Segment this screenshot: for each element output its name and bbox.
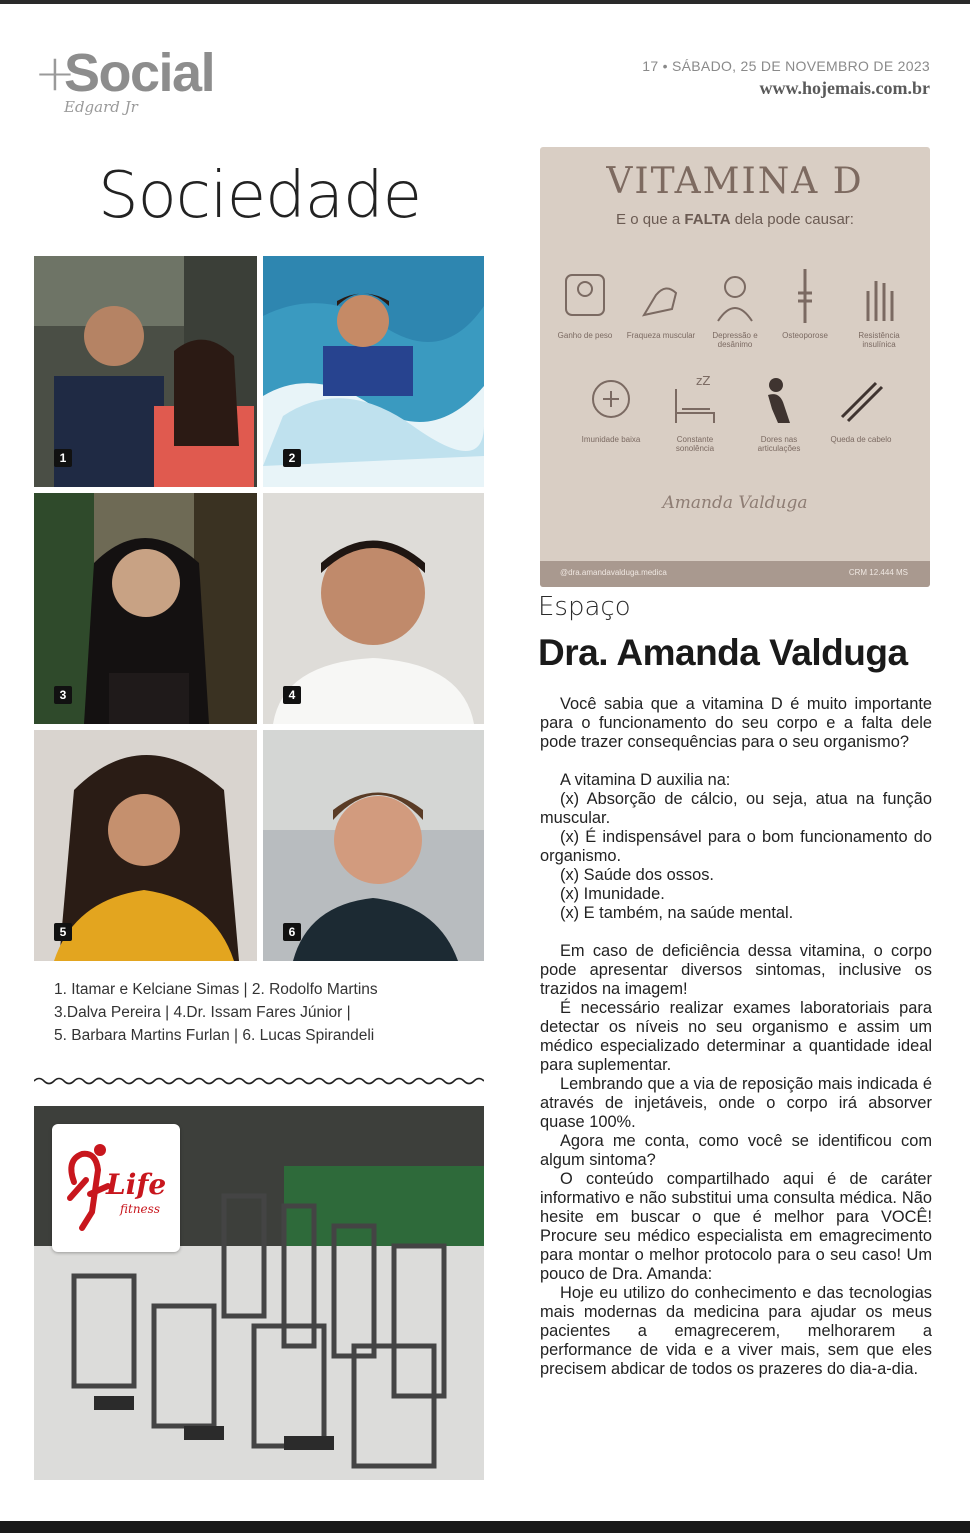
article-kicker: Espaço: [538, 592, 631, 622]
article-spacer: [540, 923, 932, 942]
infographic-item: [550, 265, 620, 340]
comb-icon: [836, 369, 886, 431]
bone-icon: [780, 265, 830, 327]
instagram-handle: @dra.amandavalduga.medica: [560, 568, 667, 577]
header-date: 17 • SÁBADO, 25 DE NOVEMBRO DE 2023: [642, 58, 930, 74]
photo-number: 3: [54, 686, 72, 704]
bed-icon: [670, 369, 720, 431]
infographic-item: [844, 265, 914, 349]
infographic-item: [744, 369, 814, 453]
crm-number: CRM 12.444 MS: [848, 568, 908, 577]
wave-divider: [34, 1074, 484, 1088]
hand-icon: [854, 265, 904, 327]
photo-woman: [34, 493, 257, 724]
infographic-item-label: Queda de cabelo: [830, 435, 892, 444]
svg-text:zZ: zZ: [696, 374, 711, 388]
infographic-signature: Amanda Valduga: [662, 493, 808, 513]
article-list-item: (x) E também, na saúde mental.: [560, 904, 794, 922]
article-title: Dra. Amanda Valduga: [538, 632, 908, 673]
photo-water: [263, 256, 484, 487]
infographic-item-label: Ganho de peso: [557, 331, 613, 340]
article-paragraph: Lembrando que a via de reposição mais indicada é através de injetáveis, onde o corpo irá absorver quase 100%.: [540, 1075, 932, 1131]
infographic-item-label: Dores nas articulações: [757, 435, 801, 453]
article-paragraph: O conteúdo compartilhado aqui é de caráter informativo e não substitui uma consulta médica. Não hesite em buscar o que é melhor para VOCÊ! Procure seu médico especialista em emagrecimento para montar o melhor protocolo para o seu caso! Um pouco de Dra. Amanda:: [540, 1170, 932, 1283]
photo-woman-yellow: [34, 730, 257, 961]
header-info: [642, 58, 930, 99]
article-list-item: (x) Imunidade.: [560, 885, 665, 903]
article-spacer: [540, 752, 932, 771]
gym-logo: [52, 1124, 180, 1252]
top-rule: [0, 0, 970, 4]
infographic-item-label: Osteoporose: [782, 331, 828, 340]
photo-number: 6: [283, 923, 301, 941]
infographic-item-label: Depressão e desânimo: [712, 331, 758, 349]
article-paragraph: Hoje eu utilizo do conhecimento e das tecnologias mais modernas da medicina para ajudar os meus pacientes a emagrecerem, melhorarem a performance de vida e a viver mais, sem que eles precisem abdicar de todos os prazeres do dia-a-dia.: [540, 1284, 932, 1378]
article-body: [540, 695, 932, 1379]
vitamin-d-infographic: [540, 147, 930, 587]
infographic-item-label: Imunidade baixa: [581, 435, 641, 444]
header-url: www.hojemais.com.br: [759, 78, 930, 98]
infographic-title: VITAMINA D: [606, 161, 864, 202]
infographic-item: [576, 369, 646, 444]
person-icon: [754, 369, 804, 431]
infographic-item: [626, 265, 696, 340]
article-list-item: (x) Absorção de cálcio, ou seja, atua na função muscular.: [540, 790, 932, 827]
gym-logo-sub: fitness: [120, 1202, 160, 1216]
caption-line: 3.Dalva Pereira | 4.Dr. Issam Fares Júnior |: [54, 1004, 351, 1021]
photo-number: 2: [283, 449, 301, 467]
infographic-footer: [540, 561, 930, 587]
infographic-item-label: Resistência insulínica: [858, 331, 900, 349]
article-paragraph: Você sabia que a vitamina D é muito importante para o funcionamento do seu corpo e a falta dele pode trazer consequências para o seu organismo?: [540, 695, 932, 751]
masthead-word: Social: [64, 43, 215, 103]
photo-number: 4: [283, 686, 301, 704]
gym-logo-word: Life: [106, 1168, 167, 1201]
photo-number: 5: [54, 923, 72, 941]
masthead-signature: Edgard Jr: [64, 98, 138, 116]
photo-man-white-shirt: [263, 493, 484, 724]
article-paragraph: Em caso de deficiência dessa vitamina, o corpo pode apresentar diversos sintomas, inclusive os trazidos na imagem!: [540, 942, 932, 998]
infographic-item-label: Constante sonolência: [675, 435, 715, 453]
arm-icon: [636, 265, 686, 327]
bottom-rule: [0, 1521, 970, 1533]
photo-captions: [54, 978, 378, 1047]
masthead-plus: +: [34, 44, 76, 102]
infographic-item: [826, 369, 896, 444]
infographic-item: [700, 265, 770, 349]
masthead-logo: [34, 44, 294, 124]
caption-line: 1. Itamar e Kelciane Simas | 2. Rodolfo Martins: [54, 981, 378, 998]
photo-man-jacket: [263, 730, 484, 961]
shield-icon: [586, 369, 636, 431]
article-list-item: (x) Saúde dos ossos.: [560, 866, 714, 884]
article-paragraph: É necessário realizar exames laboratoriais para detectar os níveis no seu organismo e assim um médico especializado determinar a quantidade ideal para suplementar.: [540, 999, 932, 1074]
article-paragraph: Agora me conta, como você se identificou com algum sintoma?: [540, 1132, 932, 1169]
article-paragraph: A vitamina D auxilia na:: [560, 771, 731, 789]
infographic-item: [660, 369, 730, 453]
scale-icon: [560, 265, 610, 327]
gym-advertisement: [34, 1106, 484, 1480]
caption-line: 5. Barbara Martins Furlan | 6. Lucas Spirandeli: [54, 1027, 375, 1044]
head-icon: [710, 265, 760, 327]
infographic-item-label: Fraqueza muscular: [626, 331, 696, 340]
photo-number: 1: [54, 449, 72, 467]
section-title: Sociedade: [98, 159, 421, 233]
infographic-subtitle: E o que a FALTA dela pode causar:: [616, 211, 854, 228]
infographic-item: [770, 265, 840, 340]
article-list-item: (x) É indispensável para o bom funcionamento do organismo.: [540, 828, 932, 865]
photo-couple: [34, 256, 257, 487]
